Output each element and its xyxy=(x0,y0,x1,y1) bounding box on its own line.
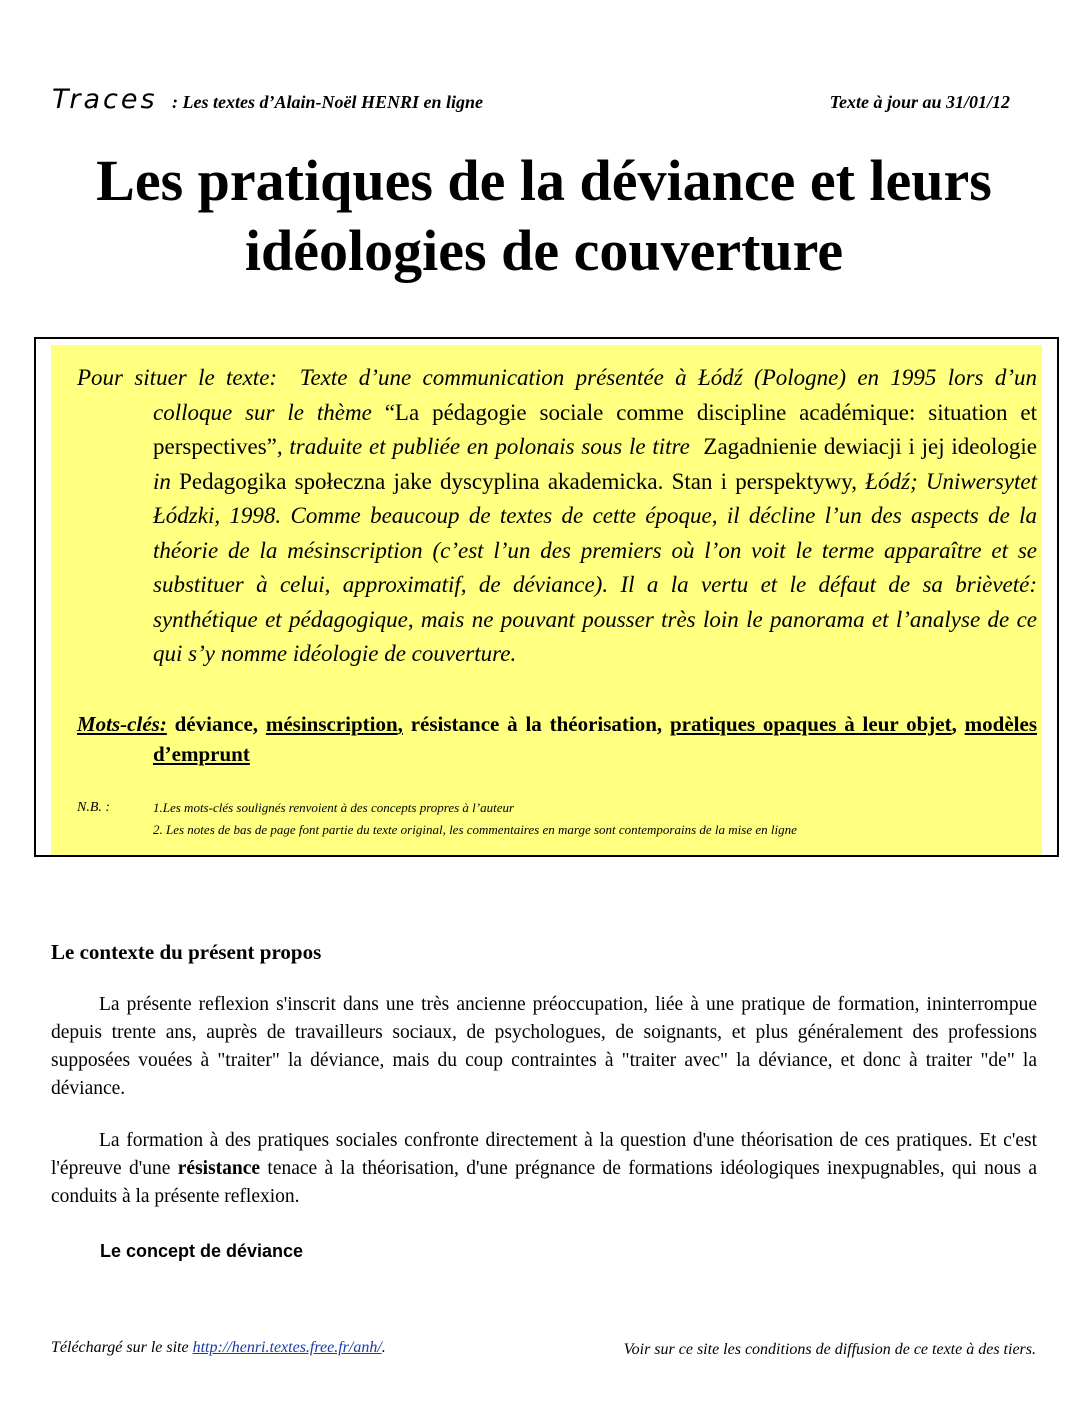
keywords: Mots-clés: déviance, mésinscription, résistance à la théorisation, pratiques opaques à leur objet, modèles d’emprunt xyxy=(77,712,1037,766)
title-line-1: Les pratiques de la déviance et leurs xyxy=(96,148,992,213)
title-line-2: idéologies de couverture xyxy=(244,218,844,283)
keyword: résistance à la théorisation xyxy=(410,712,657,736)
intro-book: Pedagogika społeczna jake dyscyplina akademicka. Stan i perspektywy, xyxy=(179,468,858,494)
note-1: 1.Les mots-clés soulignés renvoient à des concepts propres à l’auteur xyxy=(153,800,515,815)
intro-theme: “La pédagogie sociale comme discipline académique: situation et perspectives” xyxy=(153,399,1037,459)
paragraph-1: La présente reflexion s'inscrit dans une très ancienne préoccupation, liée à une pratique de formation, ininterrompue depuis trente ans, auprès de travailleurs sociaux, de psychologues, de soignants, et plus généralement des professions supposées vouées à "traiter" la déviance, mais du coup contraintes à "traiter avec" la déviance, et donc à traiter "de" la déviance. xyxy=(51,994,1037,1099)
paragraph-2-a: La formation à des pratiques sociales confronte directement à la question d'une théorisation de ces pratiques. Et c'est l'épreuve d'une xyxy=(51,1130,1037,1179)
subsection-heading: Le concept de déviance xyxy=(100,1241,304,1261)
context-box xyxy=(34,337,1059,857)
note-2: 2. Les notes de bas de page font partie du texte original, les commentaires en marge sont contemporains de la mise en ligne xyxy=(153,822,797,837)
keyword: pratiques opaques à leur objet xyxy=(669,712,952,736)
keyword: mésinscription xyxy=(265,712,398,736)
intro-label: Pour situer le texte: xyxy=(77,365,278,390)
intro-text-a: Texte d’une communication présentée à Łódź (Pologne) en 1995 lors d’un colloque sur le thème xyxy=(153,365,1038,425)
site-link[interactable]: http://henri.textes.free.fr/anh/ xyxy=(192,1339,382,1356)
page-header xyxy=(52,84,1012,120)
footer-suffix: . xyxy=(381,1339,386,1356)
context-intro xyxy=(77,361,1037,672)
update-date: Texte à jour au 31/01/12 xyxy=(829,92,1010,112)
footer-download xyxy=(51,1339,386,1357)
document-title xyxy=(20,146,1068,286)
intro-in: in xyxy=(153,468,171,494)
intro-text-c: Łódź; Uniwersytet Łódzki, 1998. Comme beaucoup de textes de cette époque, il décline l’un des aspects de la théorie de la mésinscription (c’est l’un des premiers où l’on voit le terme apparaître et se substituer à celui, approximatif, de déviance). Il a la vertu et le défaut de sa brièveté: synthétique et pédagogique, mais ne pouvant pousser très loin le panorama et l’analyse de ce qui s’y nomme idéologie de couverture. xyxy=(153,468,1037,666)
keyword: modèles d’emprunt xyxy=(153,712,1037,766)
keywords-label: Mots-clés: xyxy=(77,712,167,736)
footer-prefix: Téléchargé sur le site xyxy=(51,1339,189,1356)
footer-conditions: Voir sur ce site les conditions de diffusion de ce texte à des tiers. xyxy=(623,1341,1036,1358)
section-heading: Le contexte du présent propos xyxy=(51,940,322,964)
keyword: déviance xyxy=(174,712,253,736)
notes-label: N.B. : xyxy=(77,800,111,815)
intro-polish-title: Zagadnienie dewiacji i jej ideologie xyxy=(703,434,1038,459)
paragraph-2-bold: résistance xyxy=(177,1158,261,1179)
paragraph-2 xyxy=(51,1127,1037,1211)
intro-text-b: , traduite et publiée en polonais sous le titre xyxy=(276,434,690,459)
header-tagline: : Les textes d’Alain-Noël HENRI en ligne xyxy=(172,92,483,112)
brand-logo: Traces xyxy=(52,84,158,115)
paragraph-2-b: tenace à la théorisation, d'une prégnance de formations idéologiques inexpugnables, qui nous a conduits à la présente reflexion. xyxy=(51,1158,1038,1207)
